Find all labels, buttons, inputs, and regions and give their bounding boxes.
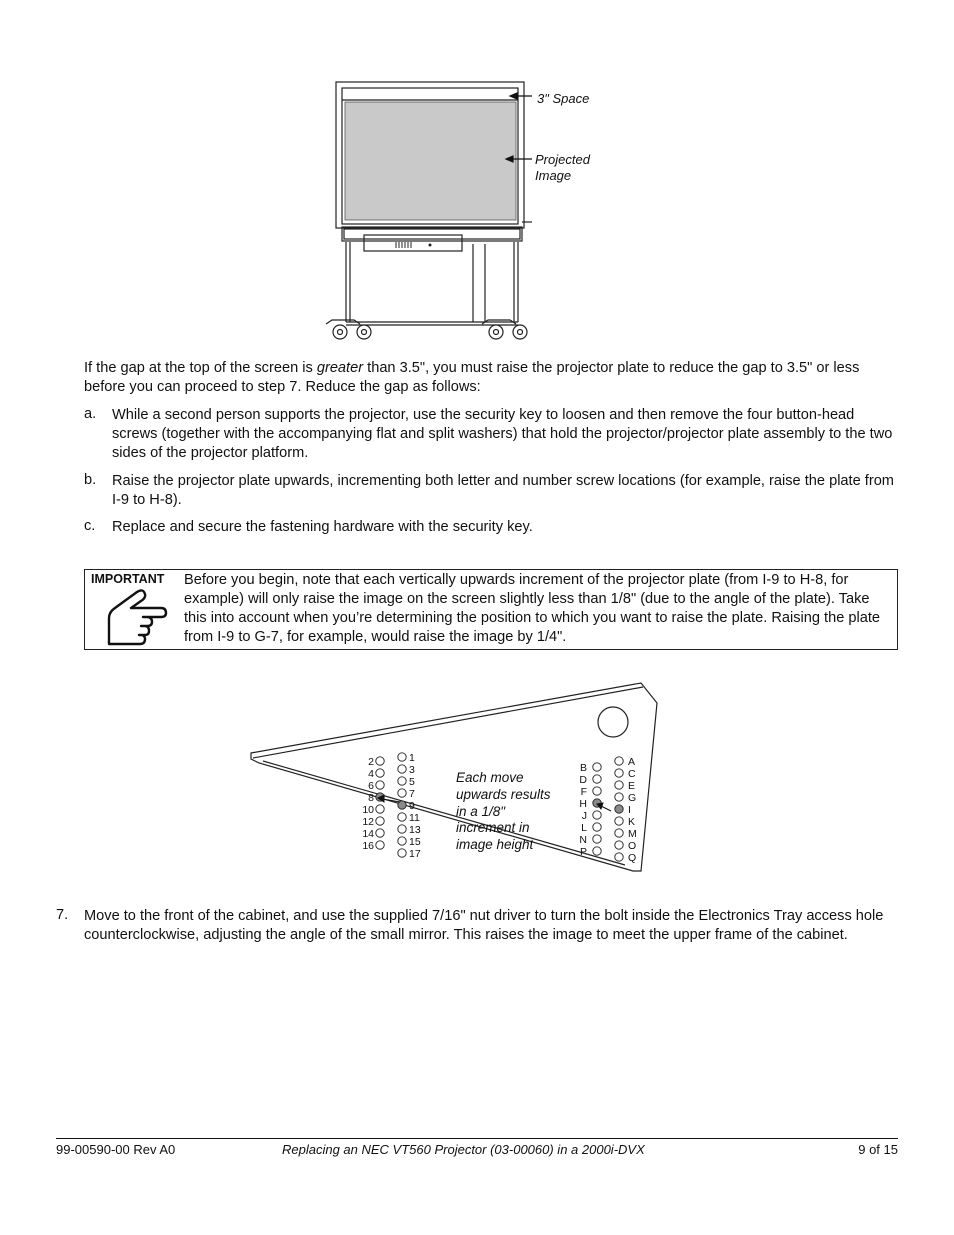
hole-label-n: N — [579, 834, 587, 846]
caption-line-1: Each move — [456, 770, 524, 785]
intro-emphasis: greater — [316, 360, 364, 376]
hole-label-j: J — [581, 810, 587, 822]
substep-letter: c. — [84, 518, 96, 534]
screw-hole-15 — [398, 837, 406, 845]
screw-hole-3 — [398, 765, 406, 773]
hole-label-9: 9 — [409, 800, 415, 812]
hole-label-o: O — [628, 840, 637, 852]
label-projected: Projected — [535, 152, 590, 167]
hole-label-d: D — [579, 774, 587, 786]
substep-b — [84, 472, 896, 510]
screw-hole-14 — [376, 829, 384, 837]
projected-image — [345, 102, 516, 220]
footer-doc-number: 99-00590-00 Rev A0 — [56, 1142, 176, 1157]
arrow-to-hole-h — [597, 803, 611, 811]
hole-label-8: 8 — [368, 792, 374, 804]
screw-hole-i — [615, 805, 623, 813]
screw-hole-k — [615, 817, 623, 825]
caption-line-4: increment in — [456, 820, 530, 835]
hole-label-11: 11 — [409, 812, 420, 824]
hole-label-f: F — [580, 786, 587, 798]
caption-line-5: image height — [456, 837, 534, 852]
substep-letter: a. — [84, 406, 97, 422]
screw-hole-l — [593, 823, 601, 831]
screw-hole-f — [593, 787, 601, 795]
hole-label-c: C — [628, 768, 636, 780]
screw-hole-d — [593, 775, 601, 783]
screw-hole-b — [593, 763, 601, 771]
hole-label-13: 13 — [409, 824, 421, 836]
step-text: Move to the front of the cabinet, and use the supplied 7/16" nut driver to turn the bolt inside the Electronics Tray access hole counterclockwise, adjusting the angle of the small mirror. This raises the image to meet the upper frame of the cabinet. — [84, 908, 884, 943]
step-number: 7. — [56, 907, 69, 923]
screw-hole-c — [615, 769, 623, 777]
hole-label-17: 17 — [409, 848, 421, 860]
screw-hole-n — [593, 835, 601, 843]
screw-hole-17 — [398, 849, 406, 857]
footer-doc-title: Replacing an NEC VT560 Projector (03-00060) in a 2000i-DVX — [282, 1142, 645, 1157]
label-image: Image — [535, 168, 572, 183]
hole-label-4: 4 — [368, 768, 374, 780]
important-callout — [84, 569, 898, 650]
hole-label-q: Q — [628, 852, 637, 864]
hole-label-1: 1 — [409, 752, 415, 764]
substep-c — [84, 518, 896, 537]
hole-label-12: 12 — [362, 816, 374, 828]
hole-label-16: 16 — [362, 840, 374, 852]
access-hole — [598, 707, 628, 737]
hole-label-m: M — [628, 828, 637, 840]
screw-hole-g — [615, 793, 623, 801]
important-label: IMPORTANT — [91, 572, 165, 586]
hole-label-e: E — [628, 780, 636, 792]
footer-page-number: 9 of 15 — [858, 1142, 898, 1157]
important-text: Before you begin, note that each vertically upwards increment of the projector plate (from I-9 to H-8, for example) will only raise the image on the screen slightly less than 1/8" (due to the angle of the plate). Take this into account when you’re determining the position to which you want to raise the plate. Raising the plate from I-9 to G-7, for example, would raise the image by 1/4". — [184, 572, 881, 645]
screw-hole-5 — [398, 777, 406, 785]
hole-label-15: 15 — [409, 836, 421, 848]
hole-label-7: 7 — [409, 788, 415, 800]
hole-label-2: 2 — [368, 756, 374, 768]
footer-rule — [56, 1138, 898, 1139]
pointing-hand-icon — [103, 588, 169, 650]
substep-letter: b. — [84, 472, 97, 488]
substep-text: Replace and secure the fastening hardware with the security key. — [112, 519, 533, 535]
hole-label-h: H — [579, 798, 587, 810]
hole-label-a: A — [628, 756, 636, 768]
step-7 — [56, 907, 896, 945]
screw-hole-e — [615, 781, 623, 789]
caption-line-2: upwards results — [456, 787, 551, 802]
projector-plate-diagram — [245, 675, 665, 875]
screw-hole-q — [615, 853, 623, 861]
label-3in-space: 3" Space — [537, 91, 590, 106]
screw-hole-10 — [376, 805, 384, 813]
hole-label-b: B — [579, 762, 587, 774]
hole-label-6: 6 — [368, 780, 374, 792]
hole-label-k: K — [628, 816, 636, 828]
screw-hole-p — [593, 847, 601, 855]
screw-hole-6 — [376, 781, 384, 789]
hole-label-3: 3 — [409, 764, 415, 776]
caption-line-3: in a 1/8" — [456, 804, 506, 819]
screw-hole-11 — [398, 813, 406, 821]
substep-text: While a second person supports the projector, use the security key to loosen and then remove the four button-head screws (together with the accompanying flat and split washers) that hold the projector/projector plate assembly to the two sides of the projector platform. — [112, 407, 893, 461]
screw-hole-j — [593, 811, 601, 819]
screw-hole-12 — [376, 817, 384, 825]
hole-label-10: 10 — [362, 804, 374, 816]
substep-a — [84, 406, 896, 463]
hole-label-l: L — [581, 822, 587, 834]
hole-label-p: P — [579, 846, 587, 858]
hole-label-14: 14 — [362, 828, 374, 840]
screw-hole-m — [615, 829, 623, 837]
arrow-to-image — [506, 156, 532, 162]
hole-label-5: 5 — [409, 776, 415, 788]
hole-label-g: G — [628, 792, 637, 804]
screw-hole-a — [615, 757, 623, 765]
screw-hole-16 — [376, 841, 384, 849]
screw-hole-7 — [398, 789, 406, 797]
cabinet-diagram — [310, 72, 610, 347]
screw-hole-2 — [376, 757, 384, 765]
substep-text: Raise the projector plate upwards, incrementing both letter and number screw locations (for example, raise the plate from I-9 to H-8). — [112, 473, 894, 508]
screw-hole-1 — [398, 753, 406, 761]
arrow-to-gap — [510, 93, 532, 99]
hole-label-i: I — [628, 804, 631, 816]
screw-hole-o — [615, 841, 623, 849]
intro-paragraph: If the gap at the top of the screen is greater than 3.5", you must raise the projector plate to reduce the gap to 3.5" or less before you can proceed to step 7. Reduce the gap as follows: — [84, 360, 860, 395]
screw-hole-13 — [398, 825, 406, 833]
screw-hole-4 — [376, 769, 384, 777]
